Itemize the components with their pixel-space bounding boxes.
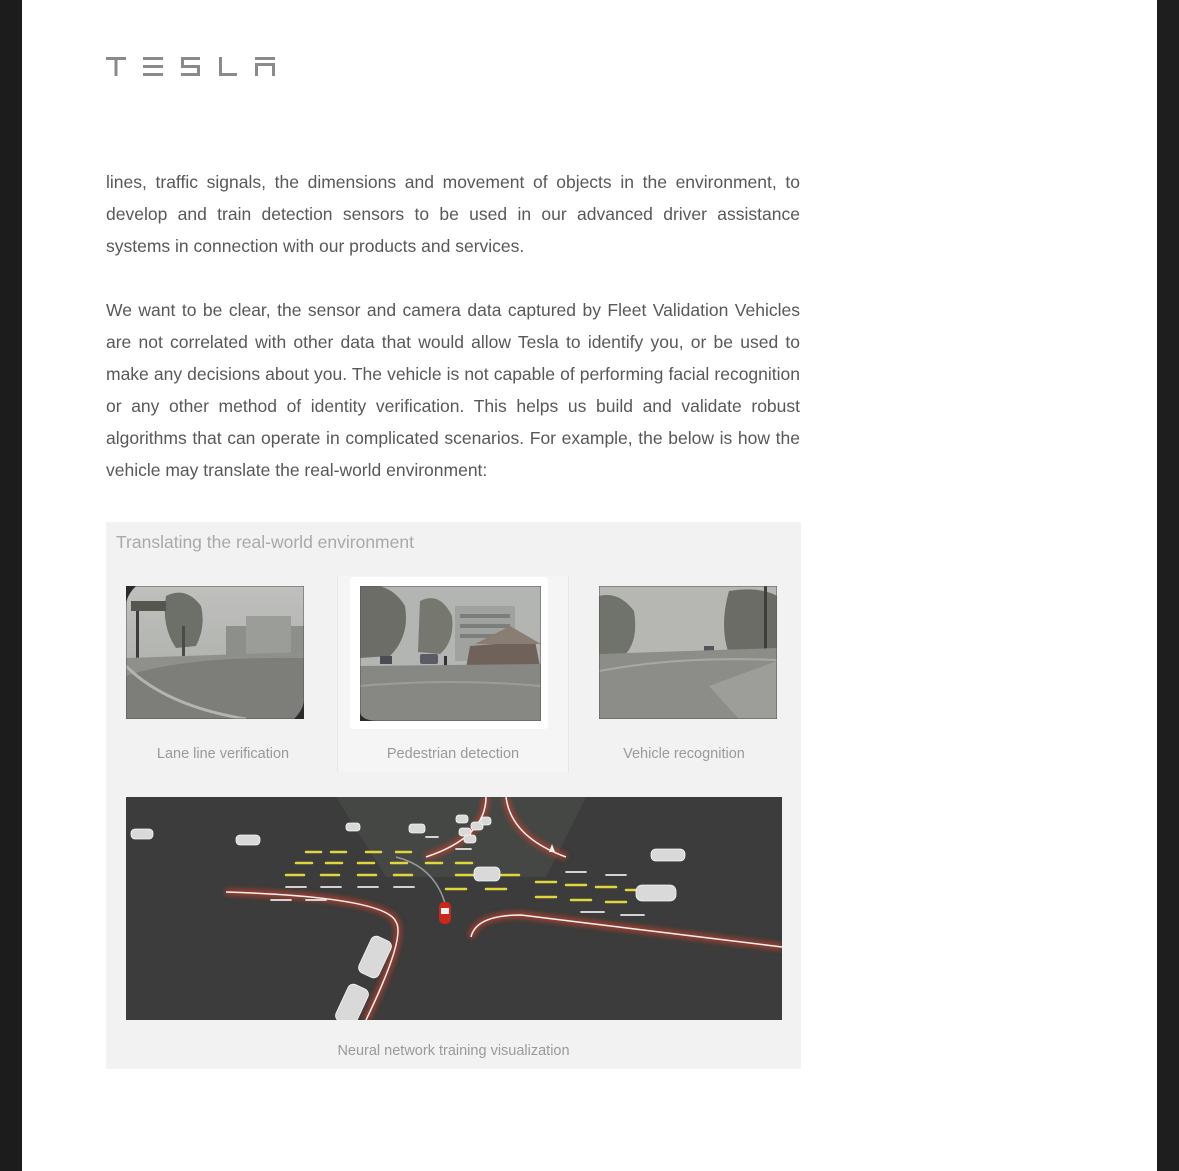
document-page bbox=[22, 0, 1157, 1171]
figure-panel bbox=[106, 522, 801, 1069]
visualization-caption: Neural network training visualization bbox=[337, 1043, 570, 1059]
window-edge bbox=[1157, 0, 1179, 1171]
neural-network-visualization bbox=[126, 797, 782, 1020]
tesla-logo bbox=[106, 55, 276, 79]
thumbnail-caption: Vehicle recognition bbox=[623, 746, 745, 762]
lane-line-camera-image[interactable] bbox=[126, 586, 304, 719]
paragraph: lines, traffic signals, the dimensions and movement of objects in the environment, to develop and train detection sensors to be used in our advanced driver assistance systems in connection with our products and services. bbox=[106, 172, 800, 256]
divider bbox=[568, 576, 569, 772]
pedestrian-camera-image[interactable] bbox=[360, 586, 541, 721]
thumbnail-caption: Lane line verification bbox=[156, 746, 290, 762]
body-text bbox=[106, 166, 800, 518]
paragraph: We want to be clear, the sensor and camera data captured by Fleet Validation Vehicles are not correlated with other data that would allow Tesla to identify you, or be used to make any decisions about you. The vehicle is not capable of performing facial recognition or any other method of identity verification. This helps us build and validate robust algorithms that can operate in complicated scenarios. For example, the below is how the vehicle may translate the real-world environment: bbox=[106, 300, 800, 480]
vehicle-camera-image[interactable] bbox=[599, 586, 777, 719]
divider bbox=[337, 576, 338, 772]
figure-title: Translating the real-world environment bbox=[116, 532, 414, 552]
thumbnail-caption: Pedestrian detection bbox=[386, 746, 520, 762]
